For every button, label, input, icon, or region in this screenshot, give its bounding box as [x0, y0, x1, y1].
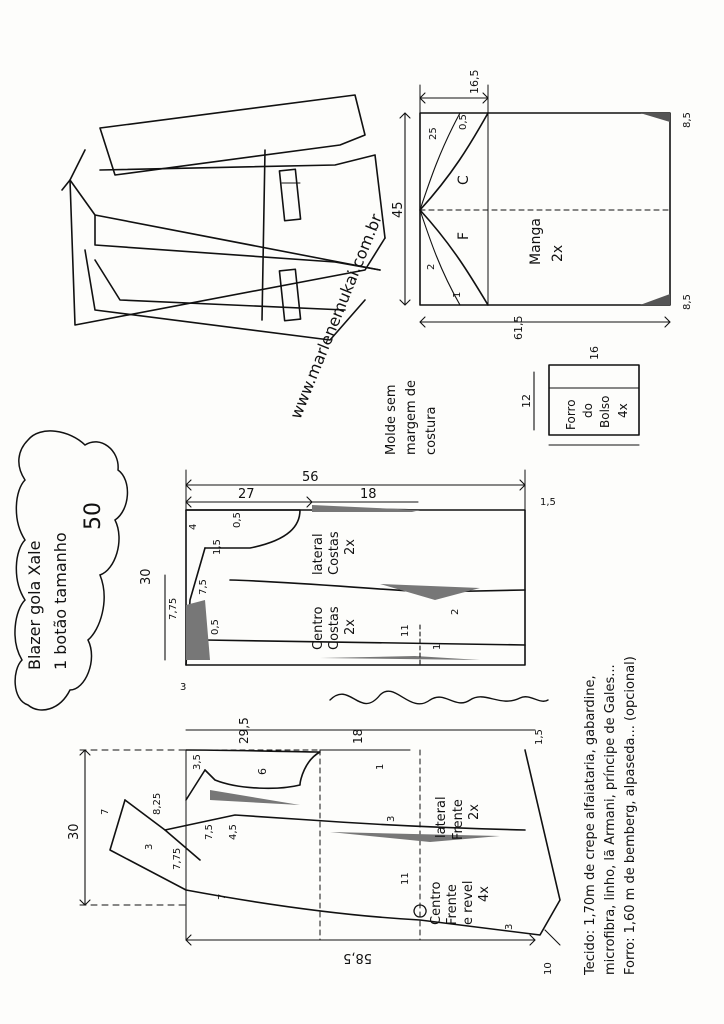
back-seg2: 18: [360, 487, 377, 502]
front-mark-13: 10: [543, 962, 554, 975]
sleeve-height: 45: [391, 201, 406, 218]
front-mark-9: 7: [217, 893, 228, 900]
front-mark-5: 3: [144, 843, 155, 850]
front-mark-3: 7: [100, 808, 111, 815]
pocket-height: 12: [520, 394, 533, 408]
front-height: 30: [67, 823, 82, 840]
sleeve-hem-mark-1: 8,5: [682, 112, 693, 128]
back-label-qty: 2x: [343, 539, 358, 555]
title-line2: 1 botão tamanho: [51, 532, 70, 670]
back-label-qty2: 2x: [343, 619, 358, 635]
website-url: www.marlenemukai.com.br: [286, 211, 386, 422]
pocket-label3: Bolso: [598, 395, 612, 428]
sleeve-width-top: 16,5: [468, 69, 481, 94]
front-label-frente2: Frente: [445, 884, 460, 925]
front-mark-14: 1: [375, 763, 386, 770]
front-total: 58,5: [343, 950, 372, 965]
front-mark-4: 8,25: [152, 792, 163, 815]
front-mark-11: 11: [400, 872, 411, 885]
fabric-line3: Forro: 1,60 m de bemberg, alpaseda... (opcional): [623, 656, 638, 975]
sleeve-width-bottom: 61,5: [512, 315, 525, 340]
back-mark-3: 1,5: [212, 539, 223, 555]
sleeve-qty: 2x: [550, 244, 566, 262]
front-hem: 1,5: [534, 729, 545, 745]
back-label-costas: Costas: [327, 531, 342, 575]
pocket-label2: do: [581, 403, 595, 418]
back-total: 56: [302, 470, 319, 485]
front-mark-1: 6: [256, 768, 269, 775]
front-label-centro: Centro: [429, 881, 444, 925]
sleeve-cap-mark-2: 0,5: [458, 114, 469, 130]
back-mark-8: 11: [400, 624, 411, 637]
front-label-qty2: 4x: [477, 886, 492, 902]
sleeve-cap-mark-1: 25: [428, 127, 439, 140]
note-line3: costura: [424, 406, 439, 455]
pocket-label1: Forro: [564, 399, 578, 430]
front-mark-10: 3: [386, 815, 397, 822]
fabric-line1: Tecido: 1,70m de crepe alfaiataria, gabardine,: [583, 675, 598, 975]
back-height: 30: [139, 568, 154, 585]
back-mark-7: 3: [180, 682, 187, 693]
back-seg1: 27: [238, 487, 255, 502]
back-mark-9: 2: [450, 608, 461, 615]
back-mark-4: 7,5: [198, 579, 209, 595]
front-seg1: 29,5: [237, 717, 251, 744]
pocket-width: 16: [588, 346, 601, 360]
sleeve-sector-c: C: [456, 175, 472, 185]
front-mark-12: 3: [504, 923, 515, 930]
front-seg2: 18: [351, 728, 365, 744]
note-line2: margem de: [404, 379, 419, 455]
pocket-qty: 4x: [616, 403, 630, 418]
title-line1: Blazer gola Xale: [25, 540, 44, 670]
back-mark-2: 0,5: [232, 512, 243, 528]
sleeve-hem-mark-2: 8,5: [682, 294, 693, 310]
sleeve-pattern: [400, 85, 670, 327]
fabric-line2: microfibra, linho, lã Armani, príncipe de Gales...: [603, 664, 618, 975]
front-mark-7: 4,5: [228, 824, 239, 840]
back-mark-6: 0,5: [210, 619, 221, 635]
title-size: 50: [81, 502, 106, 530]
back-mark-1: 4: [188, 523, 199, 530]
front-label-frente: Frente: [451, 799, 466, 840]
front-pattern: [80, 730, 560, 945]
note-line1: Molde sem: [384, 384, 399, 455]
back-mark-10: 1: [432, 643, 443, 650]
sleeve-label: Manga: [528, 218, 544, 265]
front-mark-2: 3,5: [192, 754, 203, 770]
back-mark-5: 7,75: [168, 597, 179, 620]
front-label-qty: 2x: [467, 804, 482, 820]
front-mark-6: 7,5: [204, 824, 215, 840]
back-label-centro: Centro: [311, 606, 326, 650]
front-label-lateral: lateral: [434, 796, 449, 838]
signature-mark: [330, 691, 548, 704]
back-label-lateral: lateral: [311, 533, 326, 575]
front-label-revel: e revel: [461, 880, 476, 925]
back-hem: 1,5: [540, 497, 556, 508]
sleeve-cap-mark-3: 2: [426, 263, 437, 270]
back-label-costas2: Costas: [327, 606, 342, 650]
front-mark-8: 7,75: [172, 847, 183, 870]
sleeve-sector-f: F: [456, 231, 472, 240]
sleeve-cap-mark-4: 1: [452, 291, 463, 298]
